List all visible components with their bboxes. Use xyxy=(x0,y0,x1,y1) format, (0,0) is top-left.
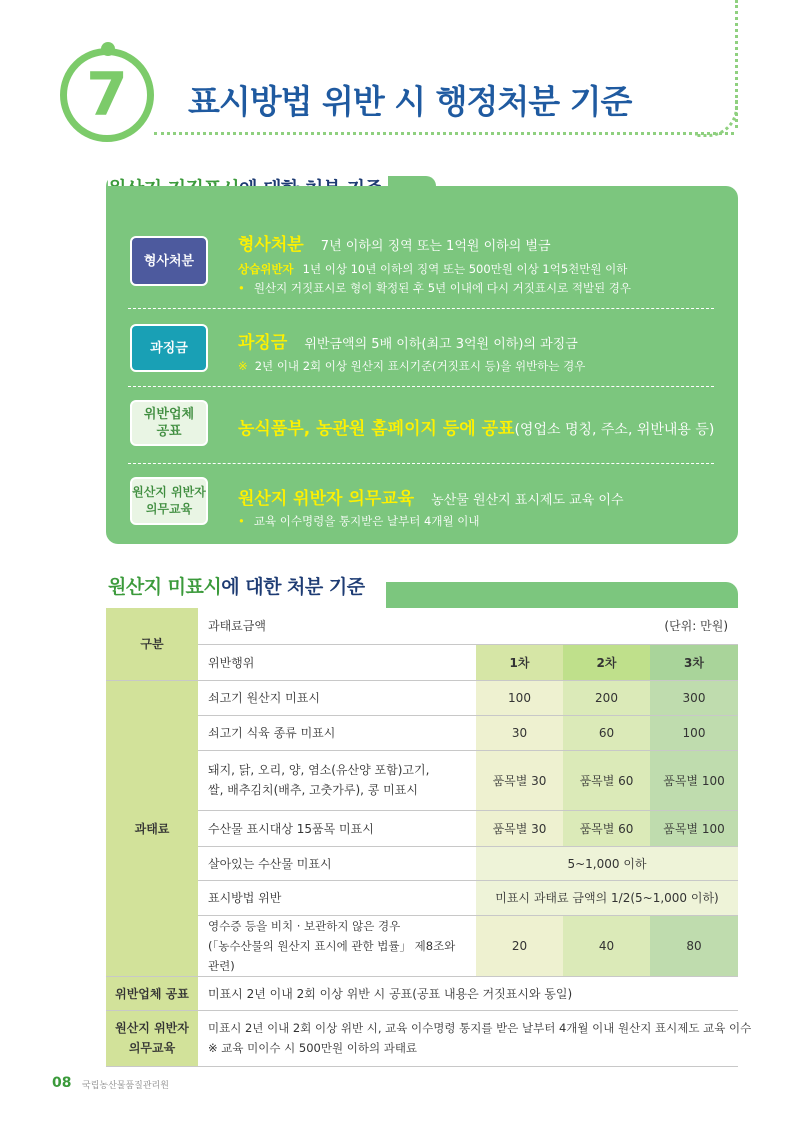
row-desc: 살아있는 수산물 미표시 xyxy=(198,846,476,880)
note-mark: ※ xyxy=(238,359,248,373)
cell-3rd: 300 xyxy=(650,680,738,715)
table-row xyxy=(106,1010,738,1066)
table-row xyxy=(106,680,738,715)
publication-head-text: (영업소 명칭, 주소, 위반내용 등) xyxy=(514,422,715,438)
cell-2nd: 200 xyxy=(563,680,650,715)
criminal-head: 형사처분 xyxy=(238,235,304,255)
fine-note-text: 2년 이내 2회 이상 원산지 표시기준(거짓표시 등)을 위반하는 경우 xyxy=(254,359,586,373)
fee-label: 과태료금액 xyxy=(208,619,266,634)
label-education xyxy=(130,477,208,525)
label-publication-line2: 공표 xyxy=(156,424,182,439)
unit-label: (단위: 만원) xyxy=(664,619,728,634)
education-head-text: 농산물 원산지 표시제도 교육 이수 xyxy=(431,493,624,508)
repeat-offender-label: 상습위반자 xyxy=(238,262,294,276)
header-1st: 1차 xyxy=(476,644,563,680)
fine-note xyxy=(238,355,585,374)
education-text-line1: 미표시 2년 이내 2회 이상 위반 시, 교육 이수명령 통지를 받은 날부터 4개월 이내 원산지 표시제도 교육 이수 xyxy=(208,1021,752,1035)
publication-text: 미표시 2년 이내 2회 이상 위반 시 공표(공표 내용은 거짓표시와 동일) xyxy=(198,976,738,1010)
cell-3rd: 100 xyxy=(650,715,738,750)
label-education-row-line1: 원산지 위반자 xyxy=(115,1021,189,1035)
section2-title xyxy=(108,572,365,599)
bullet-dot: • xyxy=(238,514,245,528)
education-headline xyxy=(238,484,624,509)
repeat-offender-text: 1년 이상 10년 이하의 징역 또는 500만원 이상 1억5천만원 이하 xyxy=(302,262,628,276)
row-desc xyxy=(198,915,476,976)
row-desc-line2: (「농수산물의 원산지 표시에 관한 법률」 제8조와 관련) xyxy=(208,938,456,973)
table-row xyxy=(106,846,738,880)
criminal-bullet xyxy=(238,277,631,296)
header-fee xyxy=(198,608,738,644)
cell-merged: 5~1,000 이하 xyxy=(476,846,738,880)
page-title: 표시방법 위반 시 행정처분 기준 xyxy=(188,82,632,121)
cell-3rd: 품목별 100 xyxy=(650,810,738,846)
cell-2nd: 품목별 60 xyxy=(563,810,650,846)
label-education-row xyxy=(106,1010,198,1066)
cell-1st: 20 xyxy=(476,915,563,976)
header-3rd: 3차 xyxy=(650,644,738,680)
row-desc-line1: 돼지, 닭, 오리, 양, 염소(유산양 포함)고기, xyxy=(208,763,430,777)
table-row xyxy=(106,976,738,1010)
table-row xyxy=(106,810,738,846)
table-row xyxy=(106,644,738,680)
divider xyxy=(128,463,714,464)
education-bullet-text: 교육 이수명령을 통지받은 날부터 4개월 이내 xyxy=(253,514,480,528)
page-number: 08 xyxy=(52,1075,72,1091)
label-publication-line1: 위반업체 xyxy=(143,407,195,422)
cell-merged: 미표시 과태료 금액의 1/2(5~1,000 이하) xyxy=(476,880,738,915)
publication-headline xyxy=(238,414,714,439)
table-row xyxy=(106,608,738,644)
cell-1st: 품목별 30 xyxy=(476,810,563,846)
education-text xyxy=(198,1010,752,1066)
label-publication xyxy=(130,400,208,446)
row-desc xyxy=(198,750,476,810)
row-desc-line1: 영수증 등을 비치 · 보관하지 않은 경우 xyxy=(208,918,401,933)
row-desc: 표시방법 위반 xyxy=(198,880,476,915)
repeat-offender-line xyxy=(238,258,627,277)
label-education-row-line2: 의무교육 xyxy=(128,1041,176,1055)
row-desc: 수산물 표시대상 15품목 미표시 xyxy=(198,810,476,846)
cell-3rd: 80 xyxy=(650,915,738,976)
section2-title-rest: 에 대한 처분 기준 xyxy=(221,576,365,598)
criminal-bullet-text: 원산지 거짓표시로 형이 확정된 후 5년 이내에 다시 거짓표시로 적발된 경우 xyxy=(253,281,632,295)
label-publication-row: 위반업체 공표 xyxy=(106,976,198,1010)
header-act: 위반행위 xyxy=(198,644,476,680)
fine-head: 과징금 xyxy=(238,333,288,353)
education-text-line2: ※ 교육 미이수 시 500만원 이하의 과태료 xyxy=(208,1041,418,1055)
row-desc: 쇠고기 원산지 미표시 xyxy=(198,680,476,715)
cell-1st: 100 xyxy=(476,680,563,715)
education-head: 원산지 위반자 의무교육 xyxy=(238,489,415,509)
cell-1st: 품목별 30 xyxy=(476,750,563,810)
cell-1st: 30 xyxy=(476,715,563,750)
label-criminal: 형사처분 xyxy=(130,236,208,286)
table-row xyxy=(106,880,738,915)
row-desc-line2: 쌀, 배추김치(배추, 고춧가루), 콩 미표시 xyxy=(208,783,418,797)
divider xyxy=(128,386,714,387)
section2-title-highlight: 원산지 미표시 xyxy=(108,576,222,598)
publication-head: 농식품부, 농관원 홈페이지 등에 공표 xyxy=(238,419,515,439)
label-education-line1: 원산지 위반자 xyxy=(132,485,206,499)
header-gubun: 구분 xyxy=(106,608,198,680)
label-education-line2: 의무교육 xyxy=(145,502,193,516)
section-number: 7 xyxy=(86,60,128,130)
footer-org: 국립농산물품질관리원 xyxy=(82,1081,169,1091)
bullet-dot: • xyxy=(238,281,245,295)
row-desc: 쇠고기 식육 종류 미표시 xyxy=(198,715,476,750)
header-2nd: 2차 xyxy=(563,644,650,680)
criminal-head-text: 7년 이하의 징역 또는 1억원 이하의 벌금 xyxy=(320,239,551,254)
table-row xyxy=(106,750,738,810)
label-fine: 과징금 xyxy=(130,324,208,372)
education-bullet xyxy=(238,510,479,529)
fine-head-text: 위반금액의 5배 이하(최고 3억원 이하)의 과징금 xyxy=(304,337,578,352)
divider xyxy=(128,308,714,309)
table-row xyxy=(106,915,738,976)
unlabeled-penalty-table xyxy=(106,608,752,1067)
label-fine-category: 과태료 xyxy=(106,680,198,976)
fine-headline xyxy=(238,328,578,353)
cell-2nd: 품목별 60 xyxy=(563,750,650,810)
cell-3rd: 품목별 100 xyxy=(650,750,738,810)
cell-2nd: 60 xyxy=(563,715,650,750)
title-underline xyxy=(154,132,734,135)
cell-2nd: 40 xyxy=(563,915,650,976)
table-row xyxy=(106,715,738,750)
criminal-headline xyxy=(238,230,551,255)
